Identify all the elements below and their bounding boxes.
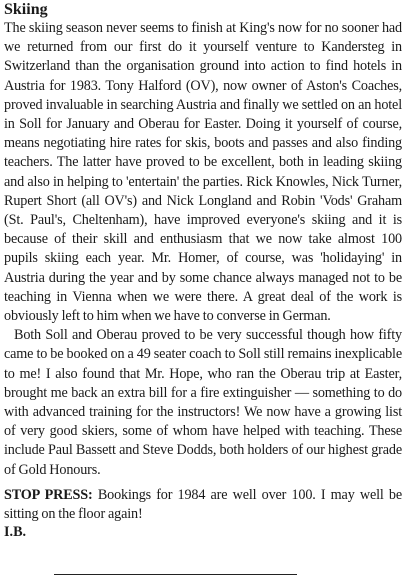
article-title: Skiing <box>4 1 48 18</box>
stop-press-text: Bookings for 1984 are well over 100. I may well be sitting on the floor again! <box>4 486 402 523</box>
stop-press-paragraph <box>4 486 402 524</box>
stop-press-label: STOP PRESS: <box>4 486 93 503</box>
divider-rule <box>54 574 297 575</box>
signature: I.B. <box>4 524 27 541</box>
article-paragraph-1: The skiing season never seems to finish at King's now for no sooner had we returned from our first do it yourself venture to Kandersteg in Switzerland than the organisation ground into action to find hotels in Austria for 1983. Tony Halford (OV), now owner of Aston's Coaches, proved invaluable in searching Austria and finally we settled on an hotel in Soll for January and Oberau for Easter. Doing it yourself of course, means negotiating hire rates for skis, boots and passes and also finding teachers. The latter have proved to be excellent, both in leading skiing and also in helping to 'entertain' the parties. Rick Knowles, Nick Turner, Rupert Short (all OV's) and Nick Longland and Robin 'Vods' Graham (St. Paul's, Cheltenham), have improved everyone's skiing and it is because of their skill and enthusiasm that we now take almost 100 pupils skiing each year. Mr. Homer, of course, was 'holidaying' in Austria during the year and by some chance always managed not to be teaching in Vienna when we were there. A great deal of the work is obviously left to him when we have to converse in German. <box>4 20 402 325</box>
article-paragraph-2: Both Soll and Oberau proved to be very successful though how fifty came to be booked on a 49 seater coach to Soll still remains inexplicable to me! I also found that Mr. Hope, who ran the Oberau trip at Easter, brought me back an extra bill for a fire extinguisher — something to do with advanced training for the instructors! We now have a growing list of very good skiers, some of whom have helped with teaching. These include Paul Bassett and Steve Dodds, both holders of our highest grade of Gold Honours. <box>4 327 402 478</box>
article <box>4 0 402 541</box>
